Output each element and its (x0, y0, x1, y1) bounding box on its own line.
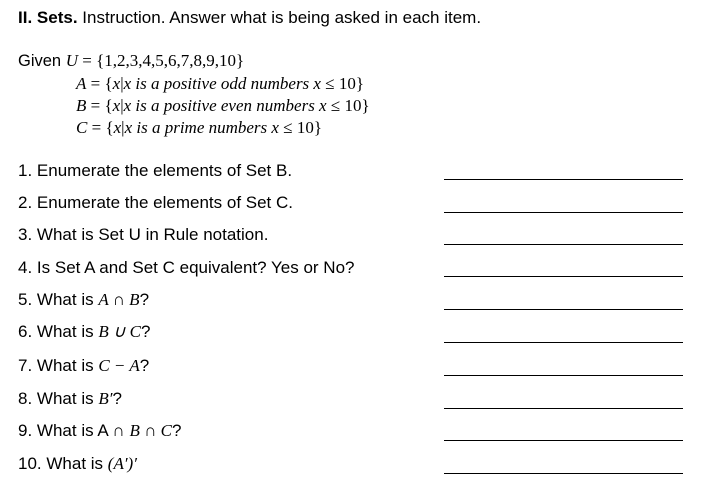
answer-line-8[interactable] (444, 408, 683, 409)
question-7: 7. What is C − A? (18, 356, 150, 375)
answer-line-9[interactable] (444, 440, 683, 441)
answer-line-10[interactable] (444, 473, 683, 474)
set-a-definition: A = {x|x is a positive odd numbers x ≤ 10} (76, 74, 364, 93)
question-4: 4. Is Set A and Set C equivalent? Yes or No? (18, 258, 355, 277)
question-5: 5. What is A ∩ B? (18, 290, 150, 309)
set-c-definition: C = {x|x is a prime numbers x ≤ 10} (76, 118, 322, 137)
question-10: 10. What is (A′)′ (18, 454, 137, 473)
section-header (18, 8, 481, 28)
section-title: Sets. (36, 8, 78, 27)
given-universal-set (18, 51, 244, 71)
answer-line-1[interactable] (444, 179, 683, 180)
question-3: 3. What is Set U in Rule notation. (18, 225, 269, 244)
question-2: 2. Enumerate the elements of Set C. (18, 193, 294, 212)
question-1: 1. Enumerate the elements of Set B. (18, 161, 293, 180)
answer-line-2[interactable] (444, 212, 683, 213)
answer-line-5[interactable] (444, 309, 683, 310)
set-b-definition: B = {x|x is a positive even numbers x ≤ 10} (76, 96, 370, 115)
answer-line-4[interactable] (444, 276, 683, 277)
answer-line-6[interactable] (444, 342, 683, 343)
answer-line-3[interactable] (444, 244, 683, 245)
question-8: 8. What is B′? (18, 389, 122, 408)
given-label: Given (18, 52, 62, 70)
universal-set-expression: U = {1,2,3,4,5,6,7,8,9,10} (65, 51, 245, 70)
question-6: 6. What is B ∪ C? (18, 322, 151, 341)
question-9: 9. What is A ∩ B ∩ C? (18, 421, 182, 440)
section-number: II. (18, 8, 33, 27)
answer-line-7[interactable] (444, 375, 683, 376)
instruction-text: Instruction. Answer what is being asked in each item. (82, 8, 482, 27)
